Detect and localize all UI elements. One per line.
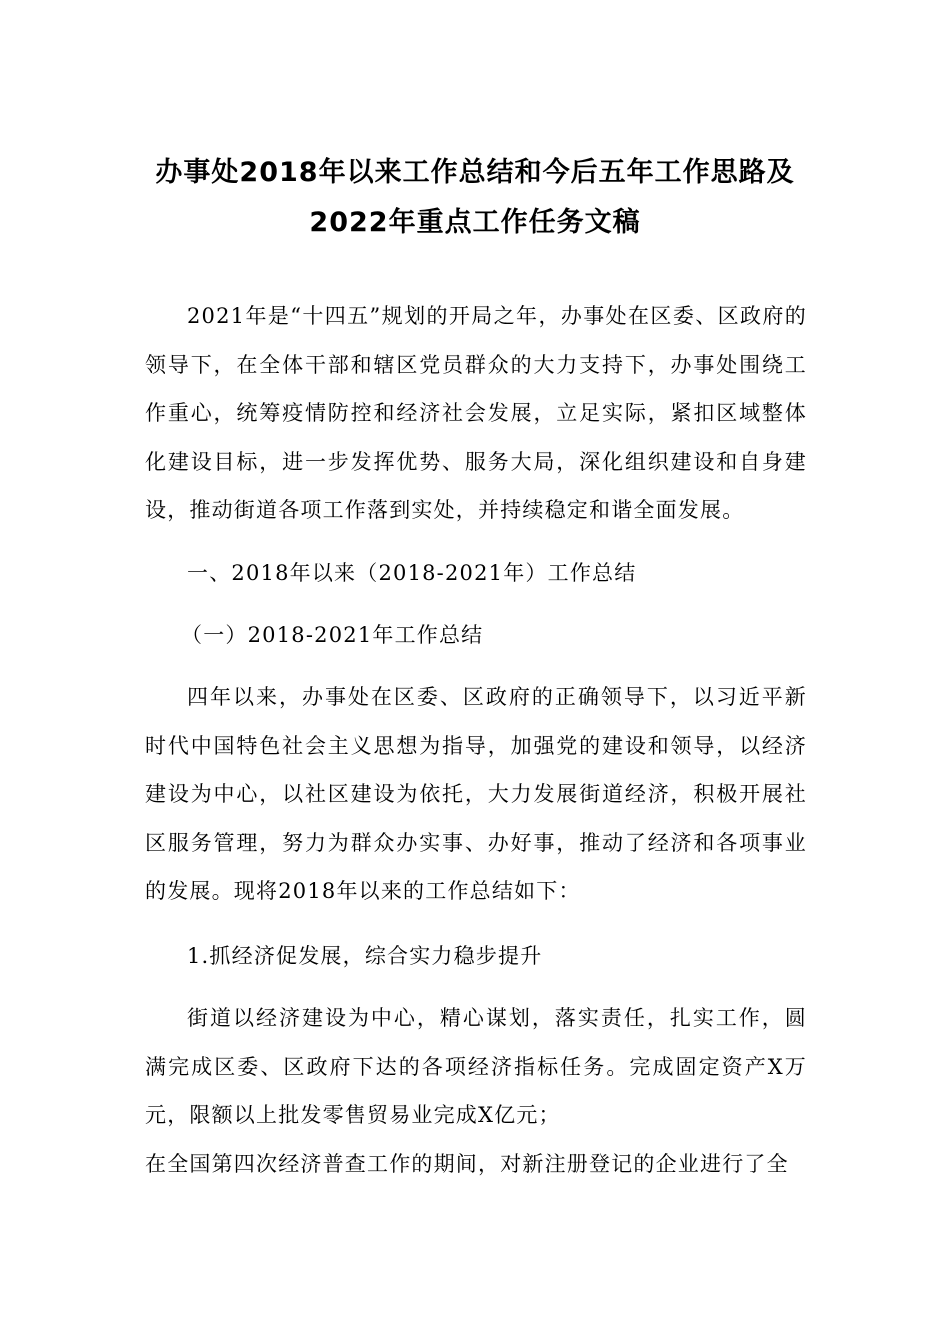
item-1-heading: 1.抓经济促发展，综合实力稳步提升 <box>187 944 543 968</box>
summary-paragraph: 四年以来，办事处在区委、区政府的正确领导下，以习近平新时代中国特色社会主义思想为指导，加强党的建设和领导，以经济建设为中心，以社区建设为依托，大力发展街道经济，积极开展社区服务管理，努力为群众办实事、办好事，推动了经济和各项事业的发展。现将2018年以来的工作总结如下： <box>145 685 807 903</box>
section-1-heading: 一、2018年以来（2018-2021年）工作总结 <box>187 561 637 585</box>
item-1-paragraph: 街道以经济建设为中心，精心谋划，落实责任，扎实工作，圆满完成区委、区政府下达的各项经济指标任务。完成固定资产X万元，限额以上批发零售贸易业完成X亿元； <box>145 1006 807 1127</box>
section-1-subheading: （一）2018-2021年工作总结 <box>181 623 484 647</box>
item-1-paragraph-continued: 在全国第四次经济普查工作的期间，对新注册登记的企业进行了全 <box>145 1152 789 1176</box>
intro-paragraph: 2021年是“十四五”规划的开局之年，办事处在区委、区政府的领导下，在全体干部和辖区党员群众的大力支持下，办事处围绕工作重心，统筹疫情防控和经济社会发展，立足实际，紧扣区域整体化建设目标，进一步发挥优势、服务大局，深化组织建设和自身建设，推动街道各项工作落到实处，并持续稳定和谐全面发展。 <box>145 304 807 522</box>
document-title-line-1: 办事处2018年以来工作总结和今后五年工作思路及 <box>155 157 795 188</box>
document-title-line-2: 2022年重点工作任务文稿 <box>309 207 641 238</box>
